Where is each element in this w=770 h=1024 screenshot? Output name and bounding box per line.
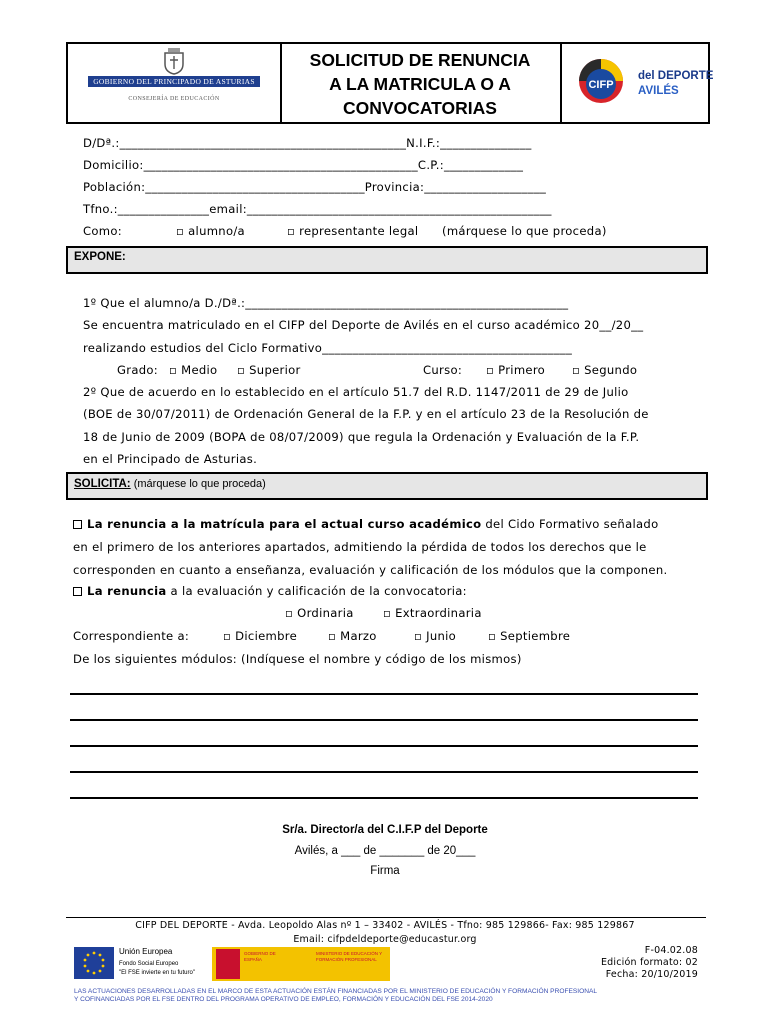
place-date-line[interactable]: Avilés, a ___ de _______ de 20___ [294, 845, 476, 857]
solicita-note: (márquese lo que proceda) [130, 478, 266, 490]
eu-name: Unión Europea [119, 947, 173, 956]
footer-email[interactable]: Email: cifpdeldeporte@educastur.org [293, 934, 477, 945]
government-name: GOBIERNO DEL PRINCIPADO DE ASTURIAS [88, 76, 260, 87]
name-nif-line[interactable]: D/Dª.:_______________________________________________N.I.F.:_______________ [83, 136, 532, 150]
option-1-bold: La renuncia a la matrícula para el actual curso académico [87, 517, 482, 531]
option-1-rest: del Cido Formativo señalado [481, 517, 659, 531]
form-title [280, 44, 562, 122]
cifp-logo-block [564, 44, 714, 122]
phone-email-line[interactable]: Tfno.:_______________email:__________________________________________________ [83, 202, 552, 216]
como-label: Como: [83, 224, 122, 238]
checkbox-diciembre[interactable]: ▫ Diciembre [223, 629, 298, 643]
form-edition: Edición formato: 02 [600, 957, 698, 968]
coat-of-arms-icon [160, 47, 188, 75]
title-line: A LA MATRICULA O A [329, 74, 511, 94]
town-province-line[interactable]: Población:____________________________________Provincia:____________________ [83, 180, 547, 194]
checkbox-grado-medio[interactable]: ▫ Medio [169, 363, 218, 377]
form-header [66, 42, 714, 124]
module-write-line[interactable] [70, 797, 698, 799]
expone-line-3[interactable]: realizando estudios del Ciclo Formativo_________________________________________ [83, 341, 573, 355]
option-renuncia-matricula[interactable] [73, 517, 658, 531]
title-line: SOLICITUD DE RENUNCIA [309, 50, 531, 70]
government-department: CONSEJERÍA DE EDUCACIÓN [128, 96, 220, 102]
brand-line-1: del DEPORTE [638, 70, 714, 82]
checkbox-septiembre[interactable]: ▫ Septiembre [488, 629, 571, 643]
como-note: (márquese lo que proceda) [442, 224, 607, 238]
checkbox-representante[interactable]: ▫ representante legal [287, 224, 419, 238]
eu-fund: Fondo Social Europeo [119, 961, 179, 967]
form-code: F-04.02.08 [644, 945, 698, 956]
checkbox-grado-superior[interactable]: ▫ Superior [237, 363, 301, 377]
module-write-line[interactable] [70, 745, 698, 747]
checkbox-junio[interactable]: ▫ Junio [414, 629, 457, 643]
spain-coat-icon [216, 949, 240, 979]
ministry-gov-text: GOBIERNO DE ESPAÑA [244, 951, 276, 962]
checkbox-extraordinaria[interactable]: ▫ Extraordinaria [383, 606, 482, 620]
expone-heading: EXPONE: [66, 246, 708, 274]
checkbox-alumno[interactable]: ▫ alumno/a [176, 224, 245, 238]
option-renuncia-convocatoria[interactable] [73, 584, 467, 598]
cifp-logo-text: CIFP [588, 79, 614, 91]
expone-line-6: (BOE de 30/07/2011) de Ordenación General de la F.P. y en el artículo 23 de la Resolución de [83, 407, 649, 421]
module-write-line[interactable] [70, 693, 698, 695]
title-line: CONVOCATORIAS [343, 98, 497, 118]
address-cp-line[interactable]: Domicilio:_____________________________________________C.P.:_____________ [83, 158, 524, 172]
government-logo-block [68, 44, 282, 122]
disclaimer-line-2: Y COFINANCIADAS POR EL FSE DENTRO DEL PROGRAMA OPERATIVO DE EMPLEO, FORMACIÓN Y EDUCACIÓN DEL FSE 2014-2020 [74, 996, 493, 1003]
correspondiente-label: Correspondiente a: [73, 629, 190, 643]
cifp-logo-icon [576, 56, 626, 106]
eu-motto: "El FSE invierte en tu futuro" [119, 970, 195, 976]
expone-line-8: en el Principado de Asturias. [83, 452, 258, 466]
checkbox-icon[interactable] [73, 520, 82, 529]
curso-label: Curso: [423, 363, 463, 377]
option-1-line-3: corresponden en cuanto a enseñanza, evaluación y calificación de los módulos que la componen. [73, 563, 668, 577]
footer-divider [66, 917, 706, 918]
eu-flag-icon [74, 947, 114, 979]
grado-label: Grado: [117, 363, 159, 377]
solicita-title: SOLICITA: [74, 478, 131, 490]
checkbox-curso-primero[interactable]: ▫ Primero [486, 363, 546, 377]
solicita-heading [66, 472, 708, 500]
option-1-line-2: en el primero de los anteriores apartados, admitiendo la pérdida de todos los derechos que le [73, 540, 647, 554]
form-date: Fecha: 20/10/2019 [605, 969, 698, 980]
ministry-dept-text: MINISTERIO DE EDUCACIÓN Y FORMACIÓN PROFESIONAL [316, 951, 383, 962]
signature-label: Firma [370, 865, 400, 877]
checkbox-curso-segundo[interactable]: ▫ Segundo [572, 363, 638, 377]
expone-line-2: Se encuentra matriculado en el CIFP del Deporte de Avilés en el curso académico 20__/20__ [83, 318, 644, 332]
modules-label: De los siguientes módulos: (Indíquese el nombre y código de los mismos) [73, 652, 522, 666]
expone-line-7: 18 de Junio de 2009 (BOPA de 08/07/2009) que regula la Ordenación y Evaluación de la F.P. [83, 430, 640, 444]
ministry-logo [212, 947, 390, 981]
expone-line-5: 2º Que de acuerdo en lo establecido en el artículo 51.7 del R.D. 1147/2011 de 29 de Julio [83, 385, 629, 399]
expone-line-1[interactable]: 1º Que el alumno/a D./Dª.:_____________________________________________________ [83, 296, 569, 310]
brand-line-2: AVILÉS [638, 85, 679, 97]
module-write-line[interactable] [70, 771, 698, 773]
option-2-rest: a la evaluación y calificación de la convocatoria: [166, 584, 467, 598]
option-2-bold: La renuncia [87, 584, 167, 598]
checkbox-marzo[interactable]: ▫ Marzo [328, 629, 377, 643]
checkbox-ordinaria[interactable]: ▫ Ordinaria [285, 606, 354, 620]
module-write-line[interactable] [70, 719, 698, 721]
footer-address: CIFP DEL DEPORTE - Avda. Leopoldo Alas nº 1 – 33402 - AVILÉS - Tfno: 985 129866- Fax: 985 129867 [135, 920, 635, 931]
disclaimer-line-1: LAS ACTUACIONES DESARROLLADAS EN EL MARCO DE ESTA ACTUACIÓN ESTÁN FINANCIADAS POR EL MINISTERIO DE EDUCACIÓN Y FORMACIÓN PROFESIONAL [74, 988, 598, 995]
director-line: Sr/a. Director/a del C.I.F.P del Deporte [282, 824, 488, 836]
checkbox-icon[interactable] [73, 587, 82, 596]
